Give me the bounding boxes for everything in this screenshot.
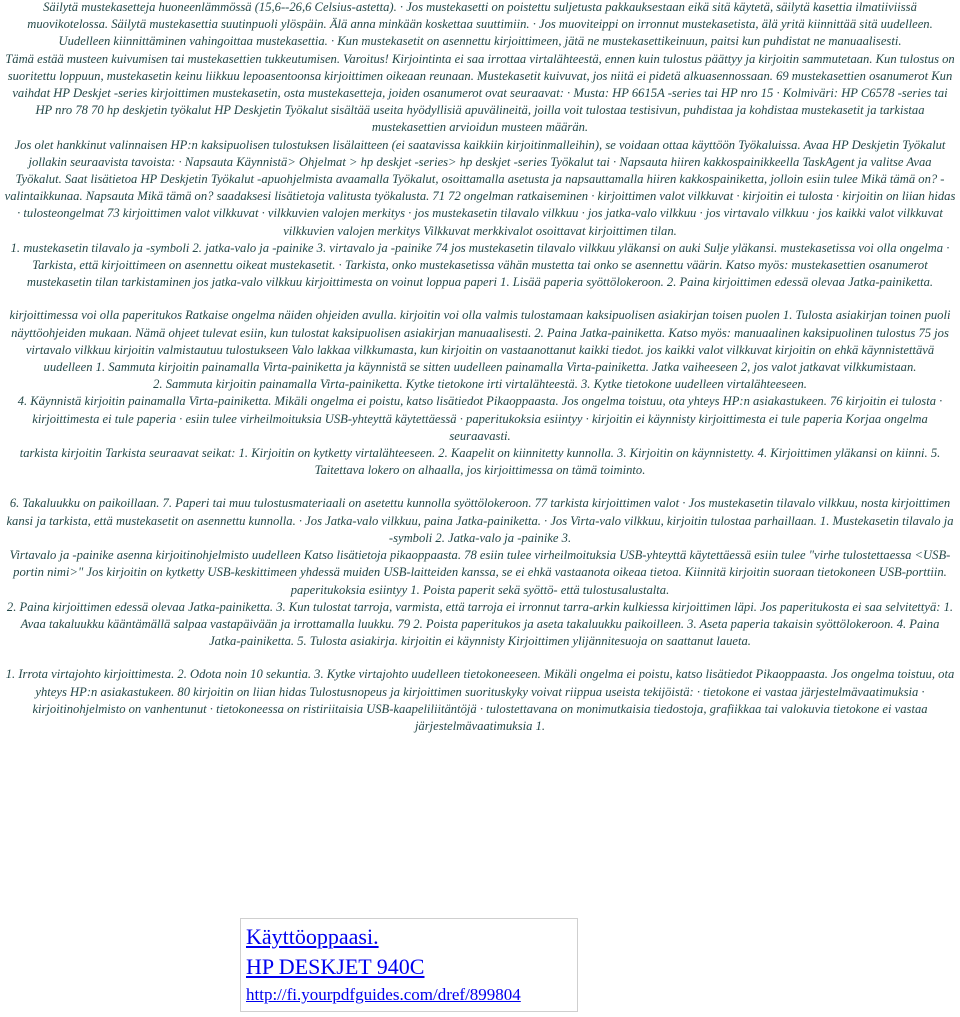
paragraph: 4. Käynnistä kirjoitin painamalla Virta-painiketta. Mikäli ongelma ei poistu, katso lisätiedot Pikaoppaasta. Jos ongelma toistuu, ota yhteys HP:n asiakastukeen. 76 kirjoitin ei tulosta · kirjoittimesta ei tule paperia · esiin tulee virheilmoituksia USB-yhteyttä käytettäessä · paperitukoksia esiintyy · kirjoitin ei käynnisty kirjoittimesta ei tule paperia Korjaa ongelma seuraavasti. [17, 394, 943, 443]
paragraph: tarkista kirjoitin Tarkista seuraavat seikat: 1. Kirjoitin on kytketty virtalähteeseen. 2. Kaapelit on kiinnitetty kunnolla. 3. Kirjoitin on käynnistetty. 4. Kirjoittimen yläkansi on kiinni. 5. Taitettava lokero on alhaalla, jos kirjoittimessa on tämä toiminto. [19, 446, 941, 478]
source-url-link[interactable]: http://fi.yourpdfguides.com/dref/899804 [246, 985, 521, 1004]
footer-link-box [240, 918, 578, 1012]
paragraph-spacer [4, 650, 956, 666]
document-body [4, 0, 956, 735]
paragraph-spacer [4, 291, 956, 307]
paragraph: Avaa takaluukku kääntämällä salpaa vastapäivään ja irrottamalla luukku. 79 2. Poista paperitukos ja aseta takaluukku paikoilleen. 3. Aseta paperia takaisin syöttölokeroon. 4. Paina Jatka-painiketta. 5. Tulosta asiakirja. kirjoitin ei käynnisty Kirjoittimen ylijännitesuoja on saattanut laueta. [20, 616, 940, 649]
paragraph: Virtavalo ja -painike asenna kirjoitinohjelmisto uudelleen Katso lisätietoja pikaoppaasta. 78 esiin tulee virheilmoituksia USB-yhteyttä käytettäessä esiin tulee "virhe tulostettaessa <USB-portin nimi>" Jos kirjoitin on kytketty USB-keskittimeen yhdessä muiden USB-laitteiden kanssa, se ei ehkä vastaanota oikeaa tietoa. Kiinnitä kirjoitin suoraan tietokoneen USB-porttiin. paperitukoksia esiintyy 1. Poista paperit sekä syöttö- että tulostusalustalta. [9, 548, 951, 597]
paragraph: 6. Takaluukku on paikoillaan. 7. Paperi tai muu tulostusmateriaali on asetettu kunnolla syöttölokeroon. 77 tarkista kirjoittimen valot · Jos mustekasetin tilavalo vilkkuu, nosta kirjoittimen kansi ja tarkista, että mustekasetit on asennettu kunnolla. · Jos Jatka-valo vilkkuu, paina Jatka-painiketta. · Jos Virta-valo vilkkuu, kirjoitin tulostaa parhaillaan. 1. Mustekasetin tilavalo ja -symboli 2. Jatka-valo ja -painike 3. [6, 496, 954, 545]
paragraph: kirjoittimessa voi olla paperitukos Ratkaise ongelma näiden ohjeiden avulla. kirjoitin voi olla valmis tulostamaan kaksipuolisen asiakirjan toisen puolen 1. Tulosta asiakirjan toinen puoli näyttöohjeiden mukaan. Nämä ohjeet tulevat esiin, kun tulostat kaksipuolisen asiakirjan manuaalisesti. 2. Paina Jatka-painiketta. Katso myös: manuaalinen kaksipuolinen tulostus 75 jos virtavalo vilkkuu kirjoitin valmistautuu tulostukseen Valo lakkaa vilkkumasta, kun kirjoitin on vastaanottanut kaikki tiedot. jos kaikki valot vilkkuvat kirjoitin on ehkä käynnistettävä uudelleen 1. Sammuta kirjoitin painamalla Virta-painiketta ja käynnistä se sitten uudelleen painamalla Virta-painiketta. Jatka vaiheeseen 2, jos valot jatkavat vilkkumistaan. [9, 308, 951, 375]
paragraph: 2. Paina kirjoittimen edessä olevaa Jatka-painiketta. 3. Kun tulostat tarroja, varmista, että tarroja ei irronnut tarra-arkin kulkiessa kirjoittimen läpi. Jos paperitukosta ei saa selvitettyä: 1. [6, 599, 954, 614]
paragraph: Säilytä mustekasetteja huoneenlämmössä (15,6--26,6 Celsius-astetta). · Jos mustekasetti on poistettu suljetusta pakkauksestaan eikä sitä käytetä, säilytä kasettia ilmatiiviissä muovikotelossa. Säilytä mustekasettia suutinpuoli ylöspäin. Älä anna minkään koskettaa suuttimiin. · Jos muoviteippi on irronnut mustekasetista, älä yritä kiinnittää sitä uudelleen. Uudelleen kiinnittäminen vahingoittaa mustekasettia. · Kun mustekasetit on asennettu kirjoittimeen, jätä ne mustekasettikeinuun, paitsi kun puhdistat ne manuaalisesti. [27, 0, 933, 49]
model-link[interactable]: HP DESKJET 940C [246, 954, 425, 979]
paragraph: 1. mustekasetin tilavalo ja -symboli 2. jatka-valo ja -painike 3. virtavalo ja -painike 74 jos mustekasetin tilavalo vilkkuu yläkansi on auki Sulje yläkansi. mustekasetissa voi olla ongelma · Tarkista, että kirjoittimeen on asennettu oikeat mustekasetit. · Tarkista, onko mustekasetissa vähän mustetta tai onko se asennettu väärin. Katso myös: mustekasettien osanumerot mustekasetin tilan tarkistaminen jos jatka-valo vilkkuu kirjoittimesta on voinut loppua paperi 1. Lisää paperia syöttölokeroon. 2. Paina kirjoittimen edessä olevaa Jatka-painiketta. [10, 240, 950, 290]
manual-title-link[interactable]: Käyttöoppaasi. [246, 924, 379, 949]
paragraph: 2. Sammuta kirjoitin painamalla Virta-painiketta. Kytke tietokone irti virtalähteestä. 3. Kytke tietokone uudelleen virtalähteeseen. [153, 377, 807, 392]
paragraph: 1. Irrota virtajohto kirjoittimesta. 2. Odota noin 10 sekuntia. 3. Kytke virtajohto uudelleen tietokoneeseen. Mikäli ongelma ei poistu, katso lisätiedot Pikaoppaasta. Jos ongelma toistuu, ota yhteys HP:n asiakastukeen. 80 kirjoitin on liian hidas Tulostusnopeus ja kirjoittimen suorituskyky voivat riippua useista tekijöistä: · tietokone ei vastaa järjestelmävaatimuksia · kirjoitinohjelmisto on vanhentunut · tietokoneessa on ristiriitaisia USB-kaapeliliitäntöjä · tulostettavana on monimutkaisia tiedostoja, grafiikkaa tai valokuvia tietokone ei vastaa järjestelmävaatimuksia 1. [5, 667, 955, 733]
paragraph: Jos olet hankkinut valinnaisen HP:n kaksipuolisen tulostuksen lisälaitteen (ei saatavissa kaikkiin kirjoitinmalleihin), se voidaan ottaa käyttöön Työkaluissa. Avaa HP Deskjetin Työkalut jollakin seuraavista tavoista: · Napsauta Käynnistä> Ohjelmat > hp deskjet -series> hp deskjet -series Työkalut tai · Napsauta hiiren kakkospainikkeella TaskAgent ja valitse Avaa Työkalut. Saat lisätietoa HP Deskjetin Työkalut -apuohjelmista avaamalla Työkalut, osoittamalla asetusta ja napsauttamalla hiiren kakkospainiketta, jolloin esiin tulee Mikä tämä on? -valintaikkunaa. Napsauta Mikä tämä on? saadaksesi lisätietoja valitusta työkalusta. 71 72 ongelman ratkaiseminen · kirjoittimen valot vilkkuvat · kirjoitin ei tulosta · kirjoitin on liian hidas · tulosteongelmat 73 kirjoittimen valot vilkkuvat · vilkkuvien valojen merkitys · jos mustekasetin tilavalo vilkkuu · jos jatka-valo vilkkuu · jos virtavalo vilkkuu · jos kaikki valot vilkkuvat vilkkuvien valojen merkitys Vilkkuvat merkkivalot osoittavat kirjoittimen tilan. [4, 137, 956, 238]
paragraph: Tämä estää musteen kuivumisen tai mustekasettien tukkeutumisen. Varoitus! Kirjointinta ei saa irrottaa virtalähteestä, ennen kuin tulostus päättyy ja kirjoitin sammutetaan. Kun tulostus on suoritettu loppuun, mustekasetin keinu liikkuu lepoasentoonsa kirjoittimen oikeaan reunaan. Mustekasetit kuivuvat, jos niitä ei pidetä alkuasennossaan. 69 mustekasettien osanumerot Kun vaihdat HP Deskjet -series kirjoittimen mustekasetin, osta mustekasetteja, joiden osanumerot ovat seuraavat: · Musta: HP 6615A -series tai HP nro 15 · Kolmiväri: HP C6578 -series tai HP nro 78 70 hp deskjetin työkalut HP Deskjetin Työkalut sisältää useita hyödyllisiä apuvälineitä, joilla voit tulostaa testisivun, puhdistaa ja kohdistaa mustekasetit ja tarkistaa mustekasettien arvioidun musteen määrän. [5, 51, 955, 135]
paragraph-spacer [4, 479, 956, 495]
